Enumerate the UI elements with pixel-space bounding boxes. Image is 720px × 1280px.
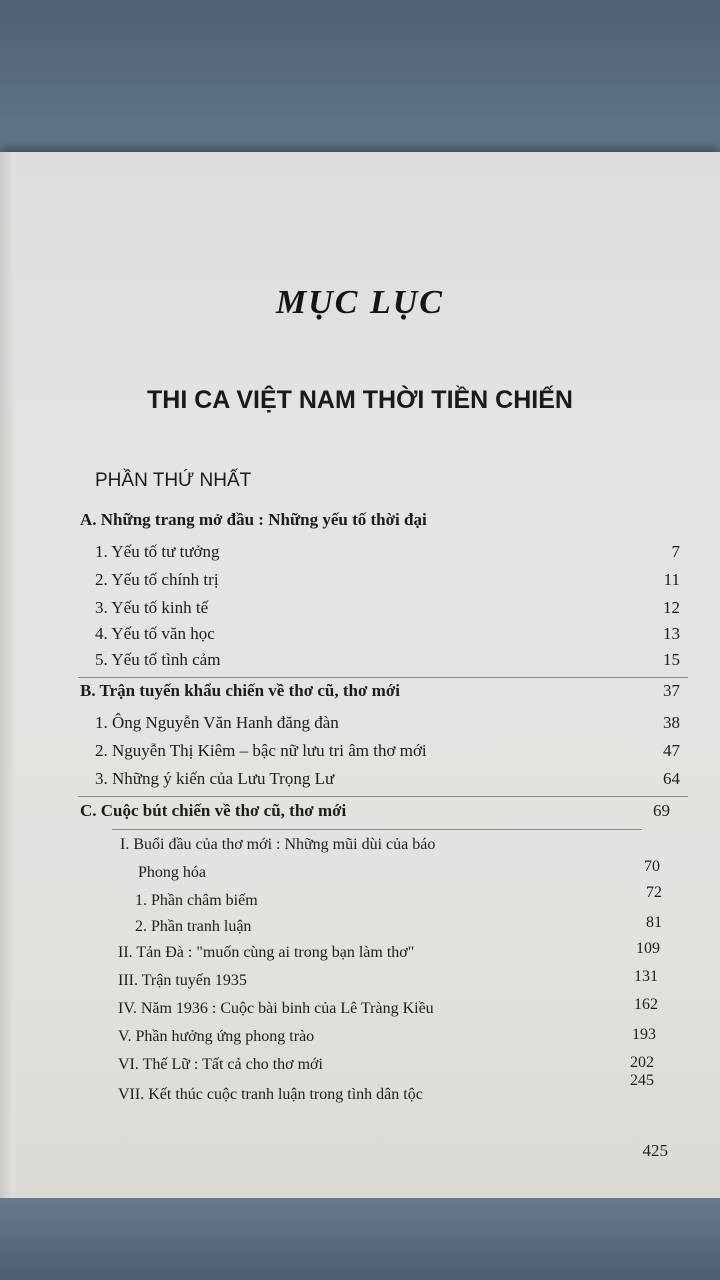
toc-entry-text: I. Buổi đầu của thơ mới : Những mũi dùi của báo [120,836,436,853]
toc-entry [0,769,720,793]
toc-entry-text: 1. Phần châm biếm [135,892,258,909]
toc-entry [0,940,720,968]
toc-entry-page: 70 [644,858,660,875]
toc-entry-page: 64 [663,769,680,788]
toc-entry-text: II. Tản Đà : "muốn cùng ai trong bạn làm thơ" [118,944,415,961]
toc-entry [0,968,720,996]
toc-entry [0,1072,720,1110]
toc-entry-text: VII. Kết thúc cuộc tranh luận trong tình dân tộc [118,1086,423,1103]
toc-entry [0,996,720,1024]
toc-entry-page: 109 [636,940,660,957]
toc-entry [0,650,720,674]
divider [112,829,642,830]
toc-entry [0,713,720,737]
toc-entry [0,884,720,916]
toc-entry [0,570,720,594]
toc-entry [0,598,720,622]
toc-section-c [0,801,720,825]
toc-entry-page: 38 [663,713,680,732]
toc-entry-text: 2. Yếu tố chính trị [95,570,219,589]
toc-entry-text: IV. Năm 1936 : Cuộc bài binh của Lê Tràng Kiều [118,1000,434,1017]
toc-entry-page: 72 [646,884,662,901]
toc-entry-page: 12 [663,598,680,617]
toc-entry [0,624,720,648]
toc-entry-page: 47 [663,741,680,760]
toc-entry-text: 5. Yếu tố tình cảm [95,650,221,669]
page-number: 425 [642,1141,668,1160]
toc-entry-page: 69 [653,801,670,820]
toc-entry-text: 4. Yếu tố văn học [95,624,215,643]
toc-section-a [0,510,720,534]
page-title: MỤC LỤC [276,284,444,321]
toc-entry-text: C. Cuộc bút chiến về thơ cũ, thơ mới [80,801,347,820]
toc-entry-page: 7 [671,542,680,561]
toc-entry-text: 2. Nguyễn Thị Kiêm – bậc nữ lưu tri âm thơ mới [95,741,427,760]
toc-entry-text: 3. Những ý kiến của Lưu Trọng Lư [95,769,335,788]
toc-entry-text: Phong hóa [138,864,206,881]
toc-section-b [0,681,720,705]
toc-entry [0,1028,720,1052]
toc-entry [0,914,720,942]
toc-entry-page: 11 [663,570,680,589]
divider [78,796,688,797]
toc-entry [0,542,720,566]
toc-entry-page: 162 [634,996,658,1013]
toc-entry-text: A. Những trang mở đầu : Những yếu tố thời đại [80,510,427,529]
toc-entry-page: 245 [630,1072,654,1089]
toc-entry-page: 131 [634,968,658,985]
toc-entry [0,741,720,765]
toc-entry-page: 15 [663,650,680,669]
toc-entry-text: 1. Yếu tố tư tưởng [95,542,220,561]
toc-entry-text: III. Trận tuyến 1935 [118,972,247,989]
toc-entry-text: VI. Thế Lữ : Tất cả cho thơ mới [118,1056,323,1073]
toc-entry-text: V. Phần hưởng ứng phong trào [118,1028,315,1045]
toc-entry-page: 193 [632,1026,656,1043]
divider [78,677,688,678]
toc-entry [0,836,720,860]
toc-entry-text: 1. Ông Nguyễn Văn Hanh đăng đàn [95,713,339,732]
book-subtitle: THI CA VIỆT NAM THỜI TIỀN CHIẾN [147,386,573,414]
toc-entry-text: B. Trận tuyến khẩu chiến về thơ cũ, thơ mới [80,681,400,700]
toc-entry-page: 202 [630,1054,654,1071]
toc-entry [0,1056,720,1080]
toc-entry [0,858,720,888]
toc-entry-page: 13 [663,624,680,643]
toc-entry-text: 3. Yếu tố kinh tế [95,598,209,617]
toc-entry-text: 2. Phần tranh luận [135,918,252,935]
toc-entry-page: 81 [646,914,662,931]
part-heading: PHẦN THỨ NHẤT [95,470,252,491]
toc-entry-page: 37 [663,681,680,700]
